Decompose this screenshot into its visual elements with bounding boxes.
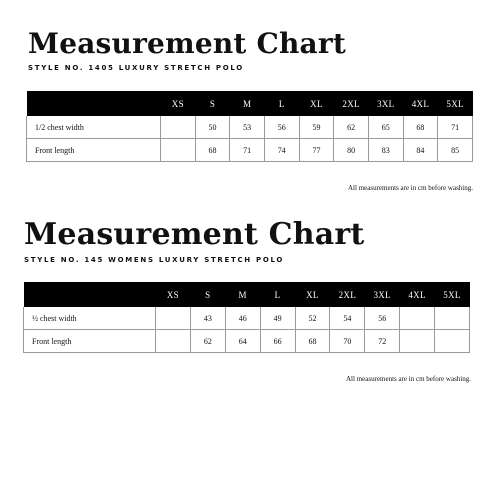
chart-2-title: Measurement Chart [24, 217, 365, 252]
table-cell: 43 [190, 307, 225, 330]
table-cell: 84 [403, 139, 438, 162]
table-cell [156, 307, 191, 330]
size-header-xs: XS [166, 289, 179, 300]
table-cell: 85 [438, 139, 473, 162]
table-cell: 62 [190, 330, 225, 353]
table-cell: 65 [368, 116, 403, 139]
table-cell: 52 [295, 307, 330, 330]
size-header-s: S [209, 98, 216, 109]
table-cell: 50 [195, 116, 230, 139]
size-header-5xl: 5XL [446, 98, 464, 109]
table-cell: 71 [230, 139, 265, 162]
table-cell [400, 307, 435, 330]
measurement-note-2: All measurements are in cm before washing. [346, 375, 471, 383]
table-cell: 80 [334, 139, 369, 162]
measurement-chart-1-header [28, 27, 346, 72]
size-header-2xl: 2XL [342, 98, 360, 109]
table-cell: 68 [295, 330, 330, 353]
table-cell: 66 [260, 330, 295, 353]
chart-1-subtitle: STYLE NO. 1405 LUXURY STRETCH POLO [28, 64, 244, 72]
size-header-4xl: 4XL [408, 289, 426, 300]
table-cell: 68 [403, 116, 438, 139]
table-cell: 68 [195, 139, 230, 162]
table-cell: 64 [225, 330, 260, 353]
table-cell: 74 [264, 139, 299, 162]
table-cell [161, 139, 196, 162]
size-header-3xl: 3XL [377, 98, 395, 109]
measurement-table-1 [26, 91, 473, 162]
table-header-row [27, 91, 473, 116]
table-row [27, 116, 473, 139]
measurement-table-2 [23, 282, 470, 353]
size-header-5xl: 5XL [443, 289, 461, 300]
table-cell: 56 [264, 116, 299, 139]
table-cell: 54 [330, 307, 365, 330]
table-row [24, 330, 470, 353]
size-header-m: M [242, 98, 252, 109]
label-header-cell [27, 91, 161, 116]
size-header-l: L [278, 98, 285, 109]
table-cell: 62 [334, 116, 369, 139]
size-header-l: L [274, 289, 281, 300]
table-cell: 59 [299, 116, 334, 139]
size-header-2xl: 2XL [338, 289, 357, 300]
size-header-3xl: 3XL [373, 289, 391, 300]
table-cell: 56 [365, 307, 400, 330]
size-header-4xl: 4XL [411, 98, 430, 109]
table-cell: 46 [225, 307, 260, 330]
chart-1-title: Measurement Chart [28, 27, 346, 60]
label-header-cell [24, 282, 156, 307]
table-cell [161, 116, 196, 139]
measurement-chart-2-header [24, 217, 365, 264]
size-header-xl: XL [306, 289, 319, 300]
row-label: Front length [27, 139, 161, 162]
table-cell: 49 [260, 307, 295, 330]
size-header-m: M [238, 289, 247, 300]
table-cell: 70 [330, 330, 365, 353]
table-cell: 72 [365, 330, 400, 353]
table-cell [435, 307, 470, 330]
table-cell [435, 330, 470, 353]
table-row [24, 307, 470, 330]
size-header-xl: XL [310, 98, 323, 109]
table-cell: 53 [230, 116, 265, 139]
table-cell [400, 330, 435, 353]
chart-2-subtitle: STYLE NO. 145 WOMENS LUXURY STRETCH POLO [24, 256, 285, 264]
row-label: 1/2 chest width [27, 116, 161, 139]
table-cell: 83 [368, 139, 403, 162]
table-row [27, 139, 473, 162]
row-label: ½ chest width [24, 307, 156, 330]
size-header-s: S [205, 289, 211, 300]
row-label: Front length [24, 330, 156, 353]
size-header-xs: XS [171, 98, 184, 109]
table-header-row [24, 282, 470, 307]
table-cell: 71 [438, 116, 473, 139]
measurement-note-1: All measurements are in cm before washing. [348, 184, 473, 192]
table-cell [156, 330, 191, 353]
table-cell: 77 [299, 139, 334, 162]
